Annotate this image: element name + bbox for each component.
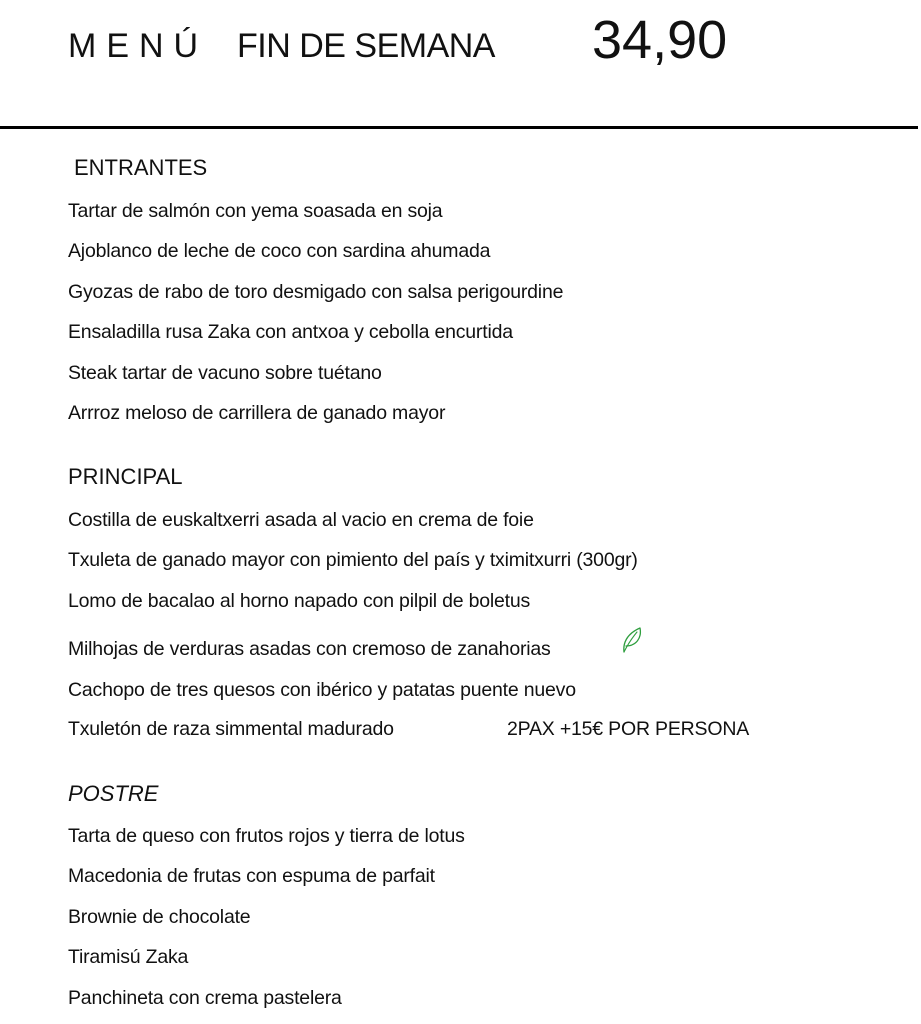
menu-item: Tartar de salmón con yema soasada en soja <box>68 200 443 222</box>
menu-item: Tarta de queso con frutos rojos y tierra de lotus <box>68 825 465 847</box>
leaf-icon <box>620 626 644 654</box>
menu-item: Cachopo de tres quesos con ibérico y patatas puente nuevo <box>68 679 576 701</box>
menu-item: Brownie de chocolate <box>68 906 251 928</box>
header-divider <box>0 126 918 129</box>
menu-item: Txuleta de ganado mayor con pimiento del país y tximitxurri (300gr) <box>68 549 638 571</box>
menu-item: Ajoblanco de leche de coco con sardina ahumada <box>68 240 491 262</box>
section-title-principal: PRINCIPAL <box>68 464 183 489</box>
menu-item: Ensaladilla rusa Zaka con antxoa y cebolla encurtida <box>68 321 513 343</box>
menu-item: Panchineta con crema pastelera <box>68 987 342 1009</box>
menu-item: Arrroz meloso de carrillera de ganado mayor <box>68 402 446 424</box>
menu-item: Lomo de bacalao al horno napado con pilpil de boletus <box>68 590 531 612</box>
menu-title: MENÚ <box>68 27 209 65</box>
menu-item: Costilla de euskaltxerri asada al vacio en crema de foie <box>68 509 534 531</box>
menu-item: Macedonia de frutas con espuma de parfait <box>68 865 435 887</box>
menu-item: Tiramisú Zaka <box>68 946 189 968</box>
txuleton-price-note: 2PAX +15€ POR PERSONA <box>507 718 750 740</box>
menu-item-vegetarian: Milhojas de verduras asadas con cremoso de zanahorias <box>68 638 551 660</box>
menu-price: 34,90 <box>592 10 728 70</box>
menu-item: Steak tartar de vacuno sobre tuétano <box>68 362 382 384</box>
section-title-entrantes: ENTRANTES <box>74 155 208 180</box>
menu-item: Gyozas de rabo de toro desmigado con salsa perigourdine <box>68 281 564 303</box>
section-title-postre: POSTRE <box>68 781 159 806</box>
menu-item: Txuletón de raza simmental madurado <box>68 718 394 740</box>
menu-subtitle: FIN DE SEMANA <box>237 27 495 65</box>
menu-header <box>0 0 921 100</box>
